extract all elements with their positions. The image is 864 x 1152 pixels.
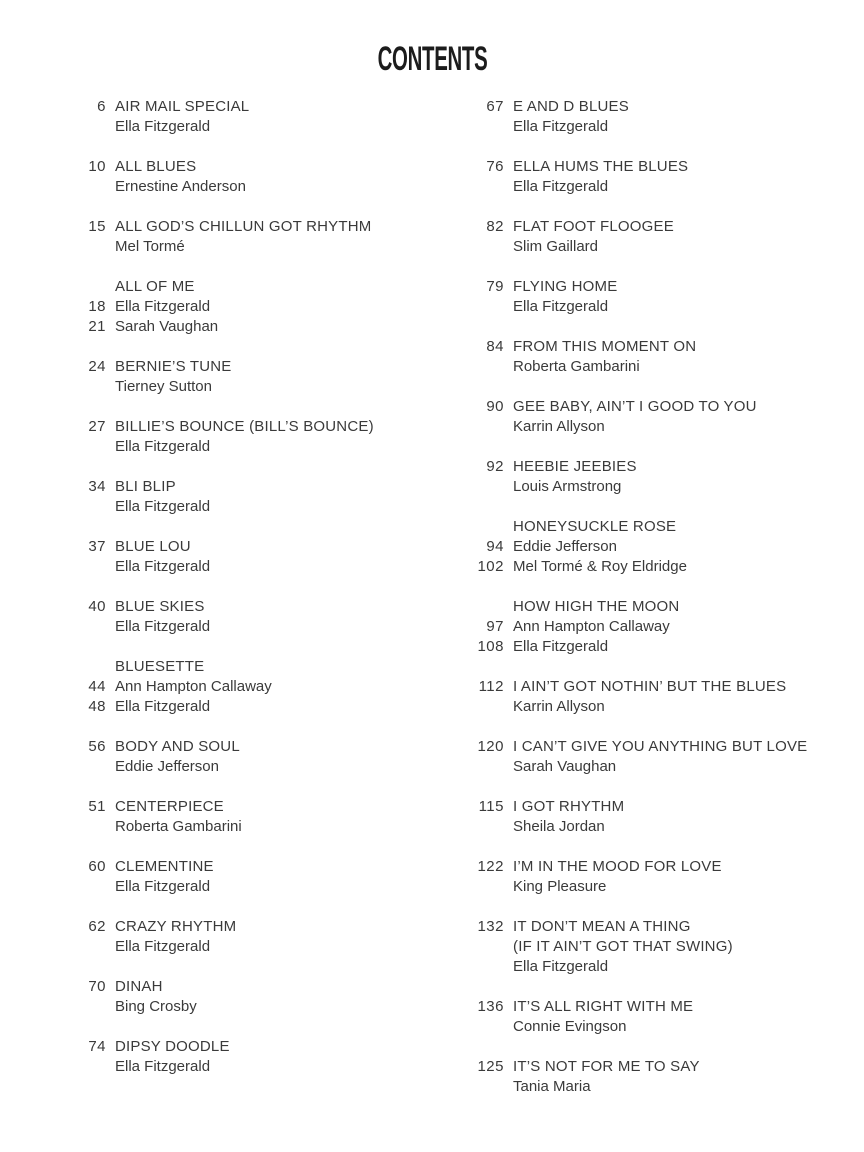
toc-line [462,297,852,317]
toc-line [64,277,444,297]
toc-entry [64,537,444,577]
artist-name: Connie Evingson [513,1018,627,1035]
toc-line [64,697,444,717]
toc-line [64,437,444,457]
toc-line [64,797,444,817]
page-number: 21 [88,318,106,335]
artist-name: Tierney Sutton [115,378,212,395]
toc-line [64,217,444,237]
toc-entry [64,477,444,517]
toc-entry [64,97,444,137]
song-title: AIR MAIL SPECIAL [115,98,250,115]
artist-name: Ella Fitzgerald [115,878,211,895]
song-title: FLAT FOOT FLOOGEE [513,218,674,235]
song-title: DINAH [115,978,163,995]
song-title: I GOT RHYTHM [513,798,625,815]
song-title: IT DON’T MEAN A THING [513,918,691,935]
song-title: BODY AND SOUL [115,738,240,755]
toc-column-right [462,97,852,1117]
toc-line [462,397,852,417]
toc-line [462,997,852,1017]
toc-line [462,757,852,777]
page-number: 92 [486,458,504,475]
artist-name: Karrin Allyson [513,418,605,435]
song-title: (IF IT AIN’T GOT THAT SWING) [513,938,733,955]
song-title: BLUE SKIES [115,598,205,615]
song-title: DIPSY DOODLE [115,1038,230,1055]
toc-line [462,1017,852,1037]
toc-line [462,217,852,237]
toc-entry [64,1037,444,1077]
toc-line [462,817,852,837]
page-number: 6 [97,98,106,115]
toc-line [64,537,444,557]
toc-line [64,177,444,197]
song-title: BLUE LOU [115,538,191,555]
toc-line [462,97,852,117]
toc-entry [462,337,852,377]
toc-line [64,977,444,997]
toc-line [462,637,852,657]
artist-name: Ann Hampton Callaway [115,678,272,695]
page-number: 44 [88,678,106,695]
page-title: CONTENTS [377,40,487,78]
toc-entry [462,457,852,497]
toc-line [462,737,852,757]
page-number: 94 [486,538,504,555]
artist-name: Eddie Jefferson [115,758,219,775]
toc-entry [64,217,444,257]
toc-entry [462,157,852,197]
toc-line [462,797,852,817]
toc-line [462,337,852,357]
toc-line [64,237,444,257]
artist-name: Ella Fitzgerald [115,698,211,715]
song-title: IT’S NOT FOR ME TO SAY [513,1058,700,1075]
toc-entry [462,597,852,657]
song-title: HONEYSUCKLE ROSE [513,518,677,535]
toc-line [462,937,852,957]
page-number: 97 [486,618,504,635]
toc-entry [462,517,852,577]
toc-line [462,877,852,897]
toc-line [64,937,444,957]
toc-entry [462,997,852,1037]
toc-entry [462,857,852,897]
artist-name: Ella Fitzgerald [115,1058,211,1075]
page-number: 84 [486,338,504,355]
artist-name: Roberta Gambarini [115,818,242,835]
artist-name: Mel Tormé & Roy Eldridge [513,558,687,575]
song-title: BLI BLIP [115,478,176,495]
artist-name: Ann Hampton Callaway [513,618,670,635]
toc-line [462,457,852,477]
page-header [0,42,864,76]
artist-name: Ella Fitzgerald [115,938,211,955]
toc-entry [462,1057,852,1097]
toc-entry [462,97,852,137]
toc-line [462,117,852,137]
artist-name: Ernestine Anderson [115,178,246,195]
song-title: FROM THIS MOMENT ON [513,338,697,355]
toc-line [64,1037,444,1057]
page-number: 112 [478,678,504,695]
artist-name: Ella Fitzgerald [115,618,211,635]
page-number: 34 [88,478,106,495]
song-title: CLEMENTINE [115,858,214,875]
toc-entry [64,597,444,637]
song-title: BERNIE’S TUNE [115,358,232,375]
song-title: GEE BABY, AIN’T I GOOD TO YOU [513,398,757,415]
artist-name: King Pleasure [513,878,607,895]
artist-name: Ella Fitzgerald [115,118,211,135]
toc-line [462,1077,852,1097]
page-number: 70 [88,978,106,995]
page-number: 10 [88,158,106,175]
toc-line [64,657,444,677]
toc-entry [64,797,444,837]
page-number: 40 [88,598,106,615]
toc-entry [462,277,852,317]
page-number: 15 [88,218,106,235]
toc-entry [64,977,444,1017]
page-number: 76 [486,158,504,175]
toc-line [64,157,444,177]
song-title: ELLA HUMS THE BLUES [513,158,689,175]
page-number: 132 [477,918,504,935]
toc-line [462,917,852,937]
page-number: 136 [477,998,504,1015]
toc-line [462,177,852,197]
toc-line [462,357,852,377]
page-number: 18 [88,298,106,315]
page-number: 24 [88,358,106,375]
toc-line [462,557,852,577]
toc-line [64,497,444,517]
song-title: BLUESETTE [115,658,205,675]
toc-line [64,297,444,317]
toc-entry [462,397,852,437]
toc-line [64,417,444,437]
toc-line [64,357,444,377]
page-number: 102 [477,558,504,575]
artist-name: Tania Maria [513,1078,591,1095]
song-title: HOW HIGH THE MOON [513,598,680,615]
song-title: I AIN’T GOT NOTHIN’ BUT THE BLUES [513,678,787,695]
toc-line [64,1057,444,1077]
artist-name: Ella Fitzgerald [115,498,211,515]
page-number: 122 [477,858,504,875]
toc-line [462,237,852,257]
toc-line [462,857,852,877]
page-number: 62 [88,918,106,935]
toc-line [462,597,852,617]
toc-line [462,477,852,497]
toc-line [64,477,444,497]
toc-entry [462,917,852,977]
toc-line [64,617,444,637]
song-title: E AND D BLUES [513,98,629,115]
artist-name: Sarah Vaughan [115,318,219,335]
artist-name: Ella Fitzgerald [513,298,609,315]
toc-entry [462,737,852,777]
toc-line [64,877,444,897]
toc-line [64,117,444,137]
toc-line [64,317,444,337]
page-number: 67 [486,98,504,115]
toc-line [462,157,852,177]
toc-line [64,97,444,117]
toc-entry [64,657,444,717]
song-title: FLYING HOME [513,278,618,295]
page-number: 51 [88,798,106,815]
page-number: 79 [486,278,504,295]
artist-name: Roberta Gambarini [513,358,640,375]
toc-line [462,517,852,537]
page-number: 37 [88,538,106,555]
toc-line [462,417,852,437]
song-title: I CAN’T GIVE YOU ANYTHING BUT LOVE [513,738,808,755]
toc-line [64,597,444,617]
page-number: 108 [477,638,504,655]
toc-entry [462,677,852,717]
artist-name: Karrin Allyson [513,698,605,715]
toc-line [462,957,852,977]
toc-line [64,757,444,777]
artist-name: Louis Armstrong [513,478,622,495]
toc-line [462,617,852,637]
toc-entry [64,417,444,457]
artist-name: Sarah Vaughan [513,758,617,775]
artist-name: Ella Fitzgerald [115,438,211,455]
page-number: 48 [88,698,106,715]
song-title: IT’S ALL RIGHT WITH ME [513,998,694,1015]
page-number: 27 [88,418,106,435]
toc-line [64,817,444,837]
song-title: HEEBIE JEEBIES [513,458,637,475]
song-title: I’M IN THE MOOD FOR LOVE [513,858,722,875]
toc-line [462,277,852,297]
toc-line [64,997,444,1017]
song-title: CENTERPIECE [115,798,224,815]
page-number: 90 [486,398,504,415]
artist-name: Mel Tormé [115,238,185,255]
toc-entry [462,217,852,257]
toc-line [64,917,444,937]
page-number: 120 [477,738,504,755]
artist-name: Ella Fitzgerald [513,178,609,195]
toc-line [462,537,852,557]
artist-name: Ella Fitzgerald [513,958,609,975]
toc-line [462,697,852,717]
toc-line [64,557,444,577]
toc-entry [64,277,444,337]
toc-entry [64,357,444,397]
toc-line [462,1057,852,1077]
toc-line [64,857,444,877]
page-number: 82 [486,218,504,235]
toc-entry [462,797,852,837]
toc-column-left [64,97,444,1097]
page-number: 60 [88,858,106,875]
song-title: BILLIE’S BOUNCE (BILL’S BOUNCE) [115,418,374,435]
song-title: ALL GOD’S CHILLUN GOT RHYTHM [115,218,372,235]
toc-line [462,677,852,697]
toc-entry [64,857,444,897]
page-number: 125 [477,1058,504,1075]
toc-entry [64,737,444,777]
toc-entry [64,917,444,957]
toc-line [64,677,444,697]
page-number: 56 [88,738,106,755]
artist-name: Bing Crosby [115,998,197,1015]
song-title: CRAZY RHYTHM [115,918,237,935]
toc-entry [64,157,444,197]
artist-name: Ella Fitzgerald [115,558,211,575]
toc-line [64,737,444,757]
artist-name: Ella Fitzgerald [115,298,211,315]
page-number: 74 [88,1038,106,1055]
page-number: 115 [478,798,504,815]
toc-line [64,377,444,397]
artist-name: Ella Fitzgerald [513,638,609,655]
song-title: ALL OF ME [115,278,195,295]
song-title: ALL BLUES [115,158,197,175]
artist-name: Ella Fitzgerald [513,118,609,135]
artist-name: Sheila Jordan [513,818,605,835]
artist-name: Eddie Jefferson [513,538,617,555]
artist-name: Slim Gaillard [513,238,599,255]
